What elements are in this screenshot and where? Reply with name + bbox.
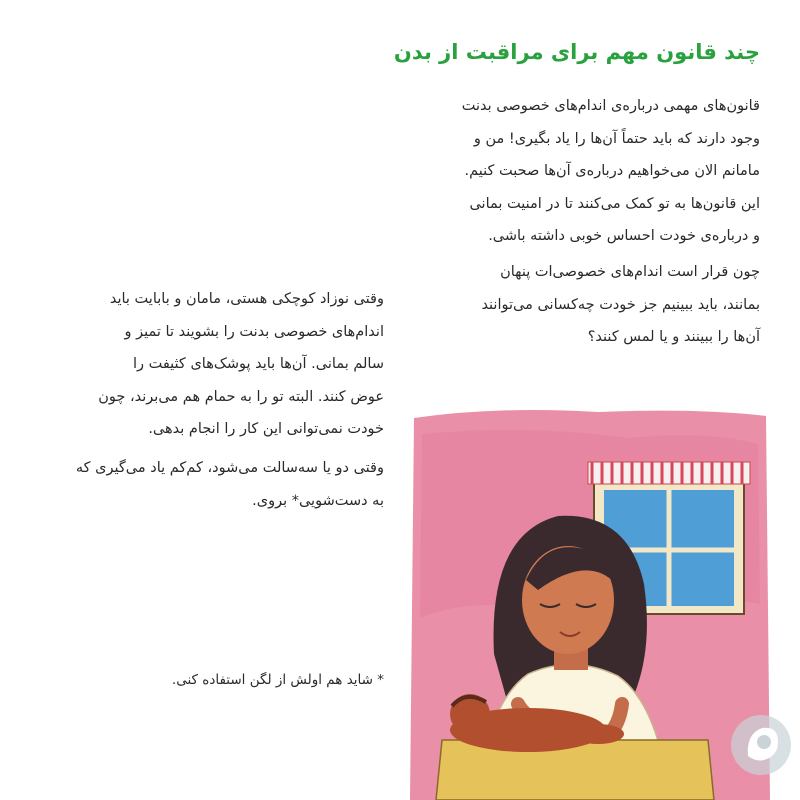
text-line: قانون‌های مهمی درباره‌ی اندام‌های خصوصی بدنت (461, 98, 760, 114)
text-line: سالم بمانی. آن‌ها باید پوشک‌های کثیفت را (132, 356, 384, 372)
text-line: بمانند، باید ببینیم جز خودت چه‌کسانی می‌توانند (481, 296, 760, 313)
text-line: چون قرار است اندام‌های خصوصی‌ات پنهان (500, 264, 760, 280)
text-line: وقتی نوزاد کوچکی هستی، مامان و بابایت باید (109, 291, 384, 307)
paragraph-who-can-see (400, 256, 760, 354)
text-line: اندام‌های خصوصی بدنت را بشویند تا تمیز و (124, 323, 384, 340)
publisher-logo-icon (728, 712, 794, 778)
text-line: به دست‌شویی* بروی. (252, 492, 384, 509)
text-line: وجود دارند که باید حتماً آن‌ها را یاد بگیری! من و (473, 130, 760, 147)
text-line: این قانون‌ها به تو کمک می‌کنند تا در امنیت بمانی (469, 195, 760, 212)
text-line: خودت نمی‌توانی این کار را انجام بدهی. (148, 421, 384, 437)
mother-bathing-baby-illustration (408, 404, 774, 800)
paragraph-baby-care (14, 283, 384, 446)
text-line: مامانم الان می‌خواهیم درباره‌ی آن‌ها صحبت کنیم. (464, 163, 760, 179)
paragraph-toilet-learning (14, 452, 384, 517)
page-title: چند قانون مهم برای مراقبت از بدن (393, 40, 760, 64)
footnote: * شاید هم اولش از لگن استفاده کنی. (171, 672, 384, 688)
text-line: آن‌ها را ببینند و یا لمس کنند؟ (587, 329, 760, 345)
paragraph-rules-intro (400, 90, 760, 253)
text-line: وقتی دو یا سه‌سالت می‌شود، کم‌کم یاد می‌گیری که (75, 460, 384, 476)
text-line: و درباره‌ی خودت احساس خوبی داشته باشی. (488, 228, 760, 244)
text-line: عوض کنند. البته تو را به حمام هم می‌برند، چون (98, 388, 384, 405)
